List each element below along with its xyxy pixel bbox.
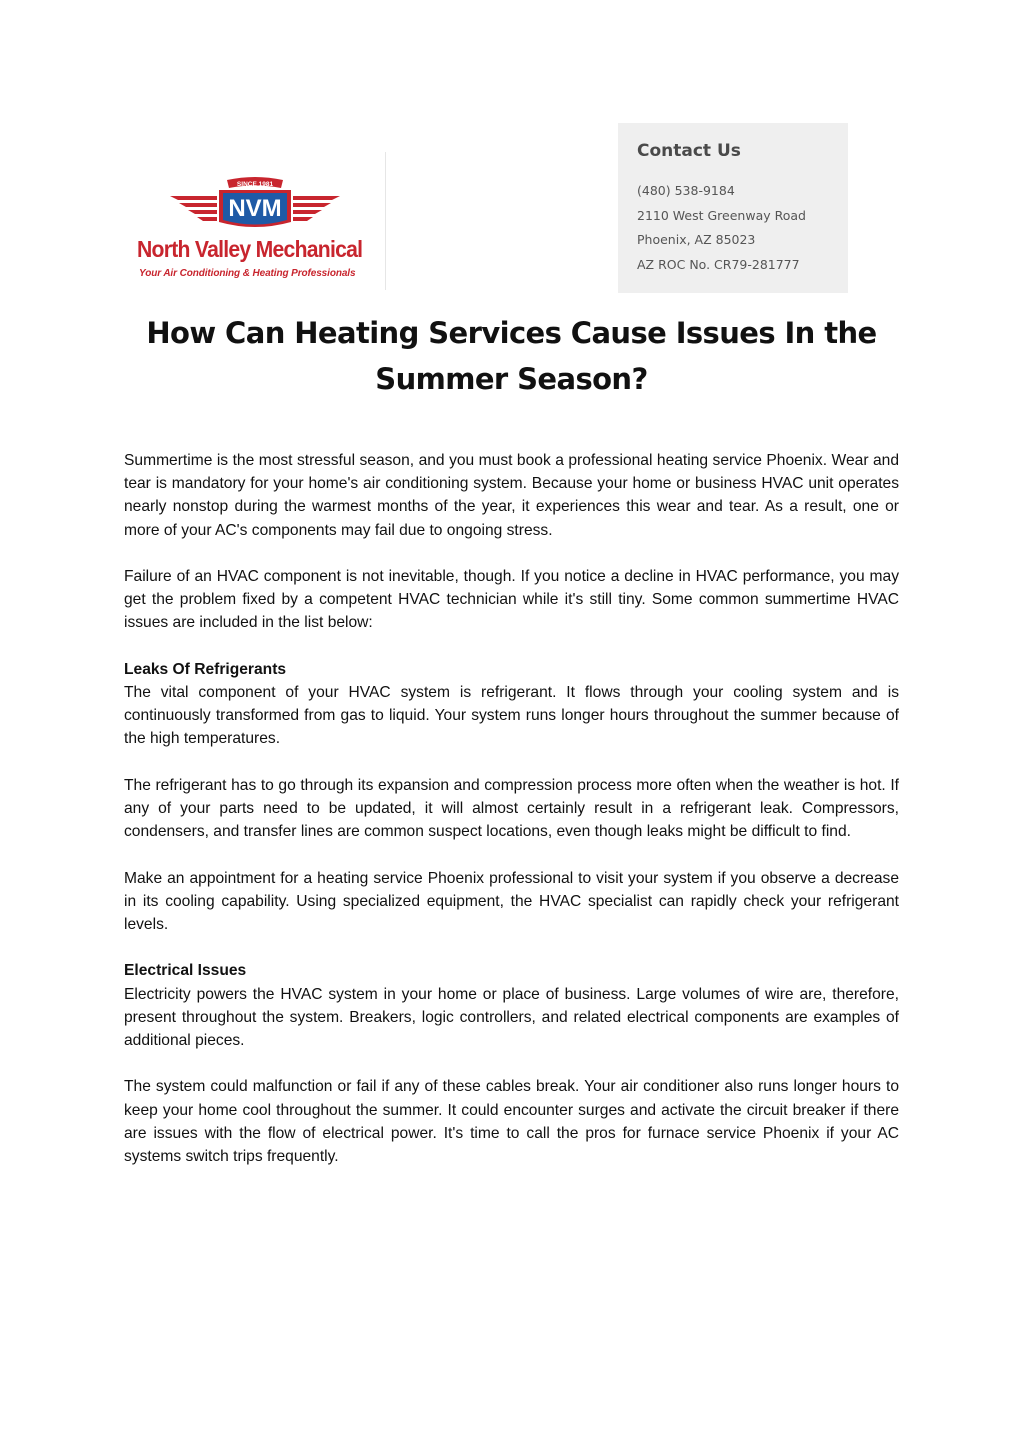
nvm-wings-emblem [135,172,375,234]
paragraph-overview: Failure of an HVAC component is not inevitable, though. If you notice a decline in HVAC performance, you may get the problem fixed by a competent HVAC technician while it's still tiny. Some common summertime HVAC issues are included in the list below: [124,568,899,632]
contact-street: 2110 West Greenway Road [637,208,806,223]
article-body [124,449,899,1191]
nvm-initials: NVM [228,195,282,222]
since-label: SINCE 1981 [236,181,274,188]
section-electrical-issues [124,959,899,1052]
brand-tagline: Your Air Conditioning & Heating Professionals [139,268,356,279]
contact-phone: (480) 538-9184 [637,183,735,198]
paragraph-refrigerant-process: The refrigerant has to go through its expansion and compression process more often when the weather is hot. If any of your parts need to be updated, it will almost certainly result in a refrigerant leak. Compressors, condensers, and transfer lines are common suspect locations, even though leaks might be difficult to find. [124,776,899,841]
company-logo [135,150,390,292]
paragraph-appointment: Make an appointment for a heating service Phoenix professional to visit your system if you observe a decrease in its cooling capability. Using specialized equipment, the HVAC specialist can rapidly check your refrigerant levels. [124,869,899,933]
paragraph-electrical-failure: The system could malfunction or fail if any of these cables break. Your air conditioner also runs longer hours to keep your home cool throughout the summer. It could encounter surges and activate the circuit breaker if there are issues with the flow of electrical power. It's time to call the pros for furnace service Phoenix if your AC systems switch trips frequently. [124,1078,899,1165]
page-title: How Can Heating Services Cause Issues In the Summer Season? [146,316,877,396]
section-heading-refrigerant: Leaks Of Refrigerants [124,660,287,678]
contact-license: AZ ROC No. CR79-281777 [637,257,800,272]
contact-box [618,123,848,293]
logo-divider [385,152,386,290]
section-heading-electrical: Electrical Issues [124,962,247,980]
paragraph-refrigerant: The vital component of your HVAC system is refrigerant. It flows through your cooling system and is continuously transformed from gas to liquid. Your system runs longer hours throughout the summer because of the high temperatures. [124,684,899,748]
paragraph-intro: Summertime is the most stressful season, and you must book a professional heating service Phoenix. Wear and tear is mandatory for your home's air conditioning system. Because your home or business HVAC unit operates nearly nonstop during the warmest months of the year, it experiences this wear and tear. As a result, one or more of your AC's components may fail due to ongoing stress. [124,452,899,539]
contact-city: Phoenix, AZ 85023 [637,232,756,247]
brand-name: North Valley Mechanical [137,236,363,262]
contact-heading: Contact Us [637,141,741,161]
paragraph-electrical: Electricity powers the HVAC system in your home or place of business. Large volumes of wire are, therefore, present throughout the system. Breakers, logic controllers, and related electrical components are examples of additional pieces. [124,985,899,1049]
section-refrigerant-leaks [124,658,899,751]
